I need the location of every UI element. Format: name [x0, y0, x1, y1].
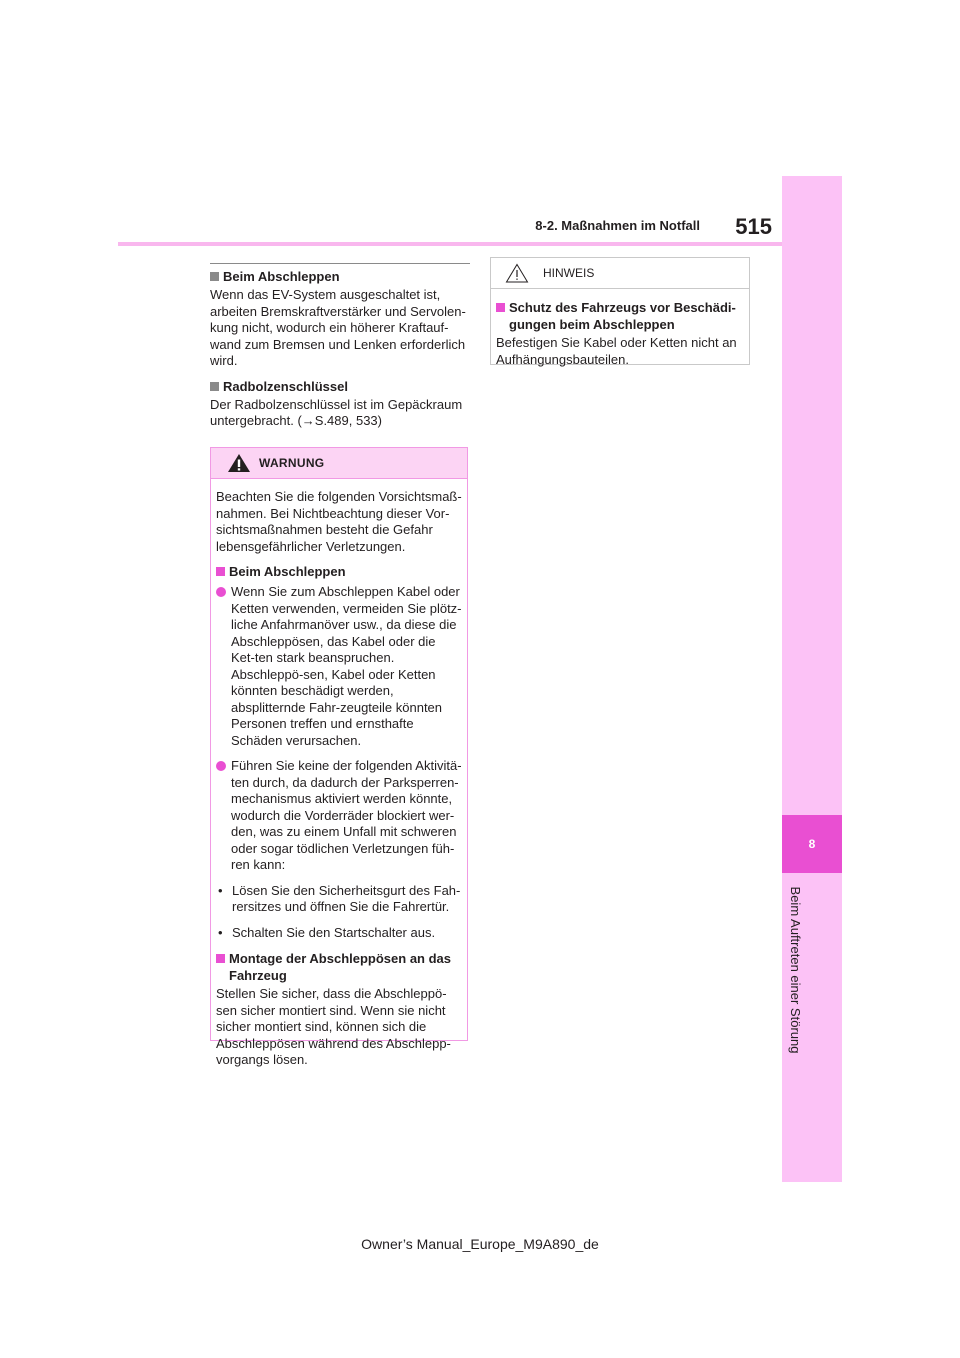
warning-bullet-2: Führen Sie keine der folgenden Aktivitä-ten durch, da dadurch der Parksperren-mechanismus aktiviert werden könnte, wodurch die Vorderräder blockiert wer-den, was zu einem Unfall mit schweren oder sogar tödlichen Verletzungen füh-ren kann:	[216, 758, 462, 874]
dot-bullet-icon: •	[218, 924, 223, 940]
left-column	[210, 263, 470, 438]
warning-box	[210, 447, 468, 1067]
warning-content	[211, 479, 467, 1069]
section-title: 8-2. Maßnahmen im Notfall	[535, 218, 700, 233]
warning-intro: Beachten Sie die folgenden Vorsichtsmaß-nahmen. Bei Nichtbeachtung dieser Vor-sichtsmaßnahmen besteht die Gefahr lebensgefährlicher Verletzungen.	[216, 489, 462, 554]
caution-triangle-icon	[505, 263, 529, 283]
warning-montage-text: Stellen Sie sicher, dass die Abschleppö-sen sicher montiert sind. Wenn sie nicht sicher montiert sind, können sich die Abschleppösen während des Abschlepp-vorgangs lösen.	[216, 986, 451, 1067]
warning-dot-item-2: • Schalten Sie den Startschalter aus.	[218, 924, 436, 940]
square-bullet-icon	[496, 303, 505, 312]
warning-bullet-1: Wenn Sie zum Abschleppen Kabel oder Ketten verwenden, vermeiden Sie plötz-liche Anfahrmanöver usw., da diese die Abschleppösen, das Kabel oder die Ket-ten stark beanspruchen. Abschleppö-sen, Kabel oder Ketten könnten beschädigt werden, absplitternde Fahr-zeugteile könnten Personen treffen und ernsthafte Schäden verursachen.	[216, 584, 462, 749]
warning-header	[211, 448, 467, 479]
hint-heading: Schutz des Fahrzeugs vor Beschädi-gungen beim Abschleppen	[496, 299, 744, 333]
hint-header	[491, 258, 749, 289]
dot-bullet-icon: •	[218, 882, 223, 898]
circle-bullet-icon	[216, 761, 226, 771]
square-bullet-icon	[210, 382, 219, 391]
chapter-title: Beim Auftreten einer Störung	[788, 886, 803, 1054]
header-rule	[118, 242, 783, 246]
hint-title: HINWEIS	[543, 266, 595, 280]
section-text-radbolzen: Der Radbolzenschlüssel ist im Gepäckraum untergebracht. (→S.489, 533)	[210, 396, 463, 428]
circle-bullet-icon	[216, 587, 226, 597]
footer-manual-id: Owner’s Manual_Europe_M9A890_de	[361, 1236, 599, 1252]
square-bullet-icon	[216, 954, 225, 963]
section-heading-radbolzen: Radbolzenschlüssel	[210, 378, 470, 395]
hint-text: Befestigen Sie Kabel oder Ketten nicht an Aufhängungsbauteilen.	[496, 335, 737, 367]
hint-content	[491, 289, 749, 368]
column-rule	[210, 263, 470, 264]
warning-heading-montage: Montage der Abschleppösen an das Fahrzeug	[216, 950, 462, 984]
square-bullet-icon	[210, 272, 219, 281]
warning-title: WARNUNG	[259, 456, 325, 470]
hint-box	[490, 257, 750, 365]
page-number: 515	[735, 214, 772, 239]
warning-dot-item-1: • Lösen Sie den Sicherheitsgurt des Fah-rersitzes und öffnen Sie die Fahrertür.	[218, 882, 461, 914]
warning-triangle-icon	[227, 453, 251, 473]
section-heading-abschleppen: Beim Abschleppen	[210, 268, 470, 285]
section-text-abschleppen: Wenn das EV-System ausgeschaltet ist, arbeiten Bremskraftverstärker und Servolen-kung nicht, wodurch ein höherer Kraftauf-wand zum Bremsen und Lenken erforderlich wird.	[210, 287, 466, 368]
chapter-number-tab: 8	[782, 815, 842, 873]
square-bullet-icon	[216, 567, 225, 576]
warning-heading-abschleppen: Beim Abschleppen	[216, 563, 462, 580]
